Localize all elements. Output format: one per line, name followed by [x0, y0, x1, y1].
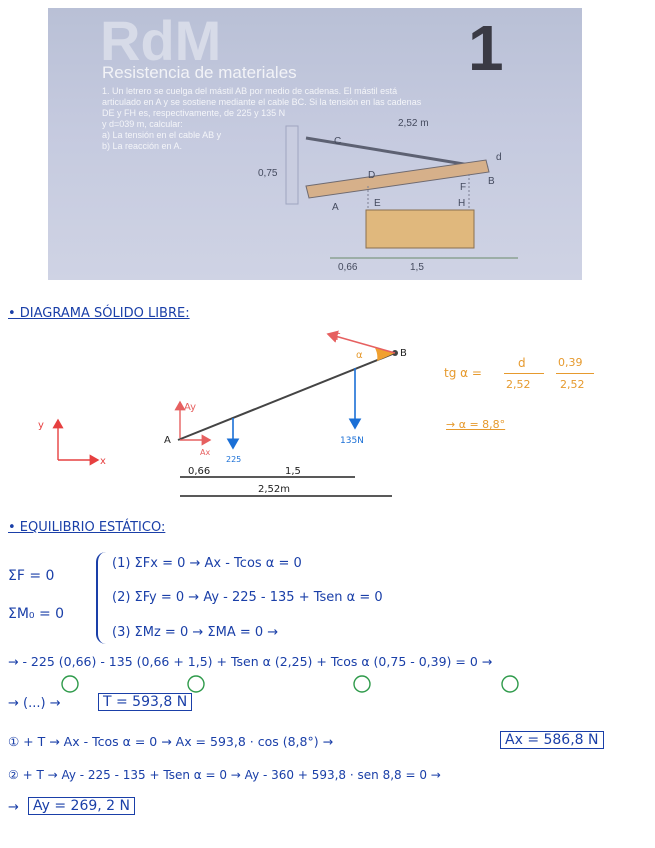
alpha-label: α	[356, 350, 363, 361]
ax-result: Ax = 586,8 N	[500, 731, 604, 749]
problem-line-4: y d=039 m, calcular:	[102, 119, 183, 129]
problem-line-6: b) La reacción en A.	[102, 141, 183, 151]
sign-board	[366, 210, 474, 248]
frac-line-1	[504, 373, 544, 374]
counterclockwise-icon	[502, 676, 518, 692]
equation-2: (2) ΣFy = 0 → Ay - 225 - 135 + Tsen α = 0	[112, 590, 383, 605]
tg-num1: d	[518, 356, 526, 370]
tg-den1: 2,52	[506, 378, 531, 391]
frac-line-2	[556, 373, 594, 374]
clockwise-icon	[62, 676, 78, 692]
problem-line-1: 1. Un letrero se cuelga del mástil AB por medio de cadenas. El mástil está	[102, 86, 398, 96]
clockwise-icon	[188, 676, 204, 692]
axis-x-label: x	[100, 456, 106, 467]
moment-equation: → - 225 (0,66) - 135 (0,66 + 1,5) + Tsen α (2,25) + Tcos α (0,75 - 0,39) = 0 →	[8, 654, 493, 669]
dim-1-label: 0,66	[188, 466, 211, 477]
sum-forces: ΣF = 0	[8, 568, 55, 584]
problem-number: 1	[468, 12, 504, 84]
ay-label: Ay	[184, 402, 197, 413]
tg-den2: 2,52	[560, 378, 585, 391]
bar-ab	[178, 353, 395, 440]
equation-brace	[96, 552, 110, 644]
step-1-equation: ① + T → Ax - Tcos α = 0 → Ax = 593,8 · cos (8,8°) →	[8, 734, 334, 749]
w2-label: 1,5	[410, 262, 424, 273]
problem-photo	[48, 8, 582, 280]
alpha-result: → α = 8,8°	[446, 418, 506, 431]
problem-line-3: DE y FH es, respectivamente, de 225 y 135 N	[102, 108, 286, 118]
ay-arrow-prefix: →	[8, 800, 19, 815]
height-label: 0,75	[258, 168, 278, 179]
t-label: T	[334, 332, 341, 343]
equation-3: (3) ΣMz = 0 → ΣMA = 0 →	[112, 625, 279, 640]
section-title-equilibrium: • EQUILIBRIO ESTÁTICO:	[8, 520, 166, 535]
w1-label: 0,66	[338, 262, 358, 273]
f-label: F	[460, 182, 467, 193]
a-label: A	[332, 202, 339, 213]
e-label: E	[374, 198, 381, 209]
step-2-equation: ② + T → Ay - 225 - 135 + Tsen α = 0 → Ay - 360 + 593,8 · sen 8,8 = 0 →	[8, 768, 441, 782]
len-label: 2,52 m	[398, 118, 429, 129]
force-135-label: 135N	[340, 436, 364, 446]
dim-2-label: 1,5	[285, 466, 301, 477]
continuation: → (...) →	[8, 696, 61, 711]
d-point-label: D	[368, 170, 376, 181]
tension-result: T = 593,8 N	[98, 693, 192, 711]
d-label: d	[496, 152, 502, 163]
rdm-logo: RdM	[100, 9, 222, 72]
ay-result: Ay = 269, 2 N	[28, 797, 135, 815]
equation-1: (1) ΣFx = 0 → Ax - Tcos α = 0	[112, 556, 302, 571]
problem-figure	[48, 8, 582, 280]
b-label: B	[488, 176, 495, 187]
c-label: C	[334, 136, 342, 147]
dim-3-label: 2,52m	[258, 484, 291, 495]
ax-label: Ax	[200, 448, 211, 457]
counterclockwise-icon	[354, 676, 370, 692]
problem-line-5: a) La tensión en el cable AB y	[102, 130, 222, 140]
section-title-fbd: • DIAGRAMA SÓLIDO LIBRE:	[8, 306, 190, 321]
subject-title: Resistencia de materiales	[102, 63, 297, 82]
force-225-label: 225	[226, 455, 242, 464]
a-label: A	[164, 435, 171, 446]
tg-lhs: tg α =	[444, 366, 482, 380]
h-label: H	[458, 198, 466, 209]
tg-num2: 0,39	[558, 356, 583, 369]
wall	[286, 126, 298, 204]
b-label: B	[400, 348, 407, 359]
sum-moments: ΣM₀ = 0	[8, 606, 65, 622]
free-body-diagram	[0, 320, 655, 530]
problem-line-2: articulado en A y se sostiene mediante el cable BC. Si la tensión en las cadenas	[102, 97, 422, 107]
axis-y-label: y	[38, 420, 44, 431]
